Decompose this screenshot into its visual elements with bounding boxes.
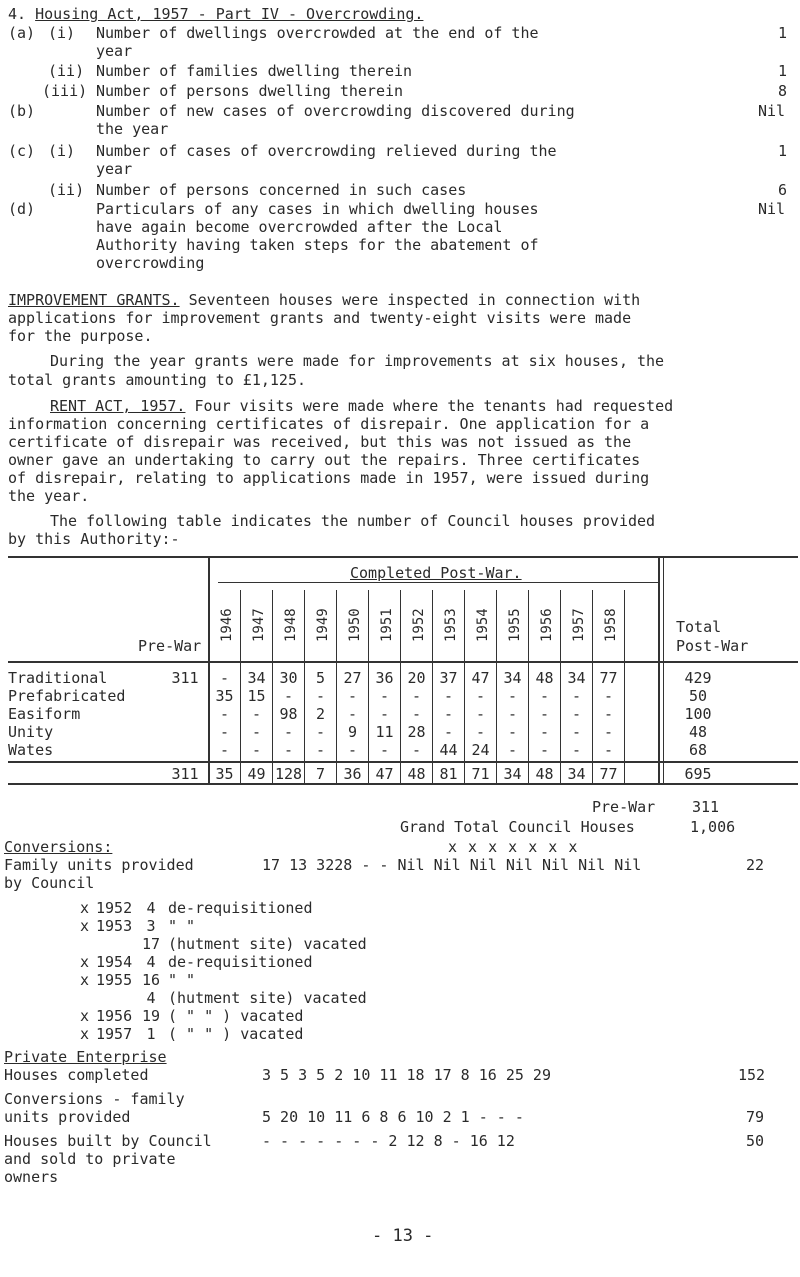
item-a3-value: 8 (778, 82, 788, 100)
item-c1-label: (i) (48, 142, 76, 160)
table-cell: 15 (247, 687, 266, 705)
table-cell: - (219, 705, 230, 723)
year-header: 1958 (603, 608, 619, 642)
conversions-total: 22 (746, 856, 765, 874)
table-cell: - (219, 669, 230, 687)
table-cell: - (539, 723, 550, 741)
totals-cell: 34 (567, 765, 586, 783)
table-cell: - (603, 687, 614, 705)
table-cell: - (539, 705, 550, 723)
grants-line-2: total grants amounting to £1,125. (8, 371, 307, 389)
year-header: 1949 (315, 608, 331, 642)
item-a1-text: Number of dwellings overcrowded at the end of the (96, 24, 539, 42)
note-num: 19 (141, 1007, 161, 1025)
private-row-total: 50 (746, 1132, 765, 1150)
note-year: 1957 (96, 1025, 133, 1043)
row-total: 50 (688, 687, 708, 705)
table-cell: - (315, 741, 326, 759)
note-year: 1955 (96, 971, 133, 989)
note-num: 3 (146, 917, 156, 935)
item-d-line-4: overcrowding (96, 254, 205, 272)
table-cell: - (219, 741, 230, 759)
table-cell: - (539, 687, 550, 705)
completed-post-war-header: Completed Post-War. (350, 564, 522, 582)
year-header: 1951 (379, 608, 395, 642)
private-row-label: Houses built by Council (4, 1132, 212, 1150)
table-cell: - (603, 705, 614, 723)
rent-line-5: of disrepair, relating to applications made in 1957, were issued during (8, 469, 650, 487)
table-cell: - (347, 687, 358, 705)
item-d-label: (d) (8, 200, 36, 218)
table-cell: 24 (471, 741, 490, 759)
table-cell: 34 (567, 669, 586, 687)
table-cell: - (539, 741, 550, 759)
totals-cell: 47 (375, 765, 394, 783)
item-d-line-3: Authority having taken steps for the abatement of (96, 236, 539, 254)
table-cell: 98 (279, 705, 298, 723)
note-text: de-requisitioned (168, 899, 313, 917)
table-cell: - (379, 705, 390, 723)
grand-post-war-total: 695 (684, 765, 712, 783)
note-num: 4 (146, 953, 156, 971)
total-header-2: Post-War (676, 637, 749, 655)
table-cell: 36 (375, 669, 394, 687)
table-cell: - (219, 723, 230, 741)
table-cell: - (443, 723, 454, 741)
note-year: 1952 (96, 899, 133, 917)
conversions-label-1: Family units provided (4, 856, 194, 874)
grand-total-label: Grand Total Council Houses (400, 818, 635, 836)
table-cell: - (315, 687, 326, 705)
year-header: 1956 (539, 608, 555, 642)
pre-war-total: 311 (171, 765, 199, 783)
totals-cell: 71 (471, 765, 490, 783)
item-c-label: (c) (8, 142, 36, 160)
private-row-values: 3 5 3 5 2 10 11 18 17 8 16 25 29 (262, 1066, 551, 1084)
table-cell: - (283, 687, 294, 705)
note-text: (hutment site) vacated (168, 989, 367, 1007)
table-cell: - (411, 705, 422, 723)
row-type-easiform: Easiform (8, 705, 81, 723)
grants-line-1: During the year grants were made for improvements at six houses, the (50, 352, 665, 370)
section-title: Housing Act, 1957 - Part IV - Overcrowding. (35, 5, 424, 23)
totals-cell: 128 (274, 765, 303, 783)
totals-cell: 49 (247, 765, 266, 783)
item-a2-label: (ii) (48, 62, 85, 80)
table-cell: - (347, 741, 358, 759)
note-year: 1953 (96, 917, 133, 935)
note-text: de-requisitioned (168, 953, 313, 971)
row-total: 429 (684, 669, 712, 687)
note-mark: x (80, 1025, 90, 1043)
private-row-values: 5 20 10 11 6 8 6 10 2 1 - - - (262, 1108, 524, 1126)
note-mark: x (80, 953, 90, 971)
table-cell: 77 (599, 669, 618, 687)
table-cell: - (347, 705, 358, 723)
rent-line-6: the year. (8, 487, 90, 505)
private-row-label: Conversions - family (4, 1090, 185, 1108)
item-a1-text2: year (96, 42, 133, 60)
note-mark: x (80, 899, 90, 917)
item-b-text2: the year (96, 120, 169, 138)
rent-paragraph (50, 397, 673, 415)
item-a3-text: Number of persons dwelling therein (96, 82, 404, 100)
item-c2-value: 6 (778, 181, 788, 199)
note-year: 1954 (96, 953, 133, 971)
table-cell: - (251, 723, 262, 741)
item-c1-text2: year (96, 160, 133, 178)
note-num: 4 (146, 989, 156, 1007)
improvement-line-2: applications for improvement grants and twenty-eight visits were made (8, 309, 632, 327)
table-cell: - (603, 741, 614, 759)
table-cell: 11 (375, 723, 394, 741)
table-cell: 28 (407, 723, 426, 741)
note-num: 16 (141, 971, 161, 989)
rent-line-4: owner gave an undertaking to carry out the repairs. Three certificates (8, 451, 641, 469)
private-row-total: 152 (738, 1066, 766, 1084)
item-a2-text: Number of families dwelling therein (96, 62, 413, 80)
table-cell: - (379, 687, 390, 705)
item-d-line-2: have again become overcrowded after the Local (96, 218, 503, 236)
note-mark: x (80, 1007, 90, 1025)
totals-cell: 81 (439, 765, 458, 783)
private-row-label: and sold to private (4, 1150, 176, 1168)
conversions-label-2: by Council (4, 874, 95, 892)
table-cell: - (475, 705, 486, 723)
note-text: ( " " ) vacated (168, 1025, 304, 1043)
total-header-1: Total (676, 618, 722, 636)
table-cell: 48 (535, 669, 554, 687)
row-total: 100 (684, 705, 712, 723)
table-cell: - (443, 705, 454, 723)
year-header: 1947 (251, 608, 267, 642)
year-header: 1955 (507, 608, 523, 642)
rent-line-2: information concerning certificates of disrepair. One application for a (8, 415, 650, 433)
table-cell: 35 (215, 687, 234, 705)
note-text: ( " " ) vacated (168, 1007, 304, 1025)
item-c1-text: Number of cases of overcrowding relieved during the (96, 142, 557, 160)
item-c1-value: 1 (778, 142, 788, 160)
table-intro-2: by this Authority:- (8, 530, 180, 548)
section-number: 4. (8, 5, 27, 23)
note-num: 4 (146, 899, 156, 917)
totals-cell: 48 (535, 765, 554, 783)
section-heading (8, 5, 423, 23)
private-row-label: owners (4, 1168, 59, 1186)
item-b-label: (b) (8, 102, 36, 120)
item-b-text: Number of new cases of overcrowding discovered during (96, 102, 575, 120)
note-num: 17 (141, 935, 161, 953)
improvement-paragraph (8, 291, 640, 309)
item-a3-label: (iii) (42, 82, 88, 100)
table-cell: - (411, 687, 422, 705)
table-cell: - (507, 741, 518, 759)
row-type-unity: Unity (8, 723, 54, 741)
year-header: 1953 (443, 608, 459, 642)
row-type-prefabricated: Prefabricated (8, 687, 126, 705)
table-cell: 34 (503, 669, 522, 687)
table-cell: - (251, 705, 262, 723)
note-text: " " (168, 917, 196, 935)
note-mark: x (80, 917, 90, 935)
item-a1-value: 1 (778, 24, 788, 42)
table-cell: - (283, 723, 294, 741)
table-cell: - (507, 723, 518, 741)
totals-cell: 35 (215, 765, 234, 783)
table-cell: - (475, 723, 486, 741)
table-intro-1: The following table indicates the number of Council houses provided (50, 512, 656, 530)
table-cell: - (571, 705, 582, 723)
table-cell: - (315, 723, 326, 741)
item-c2-text: Number of persons concerned in such cases (96, 181, 467, 199)
table-cell: 44 (439, 741, 458, 759)
private-row-label: units provided (4, 1108, 131, 1126)
item-c2-label: (ii) (48, 181, 85, 199)
table-cell: 2 (315, 705, 326, 723)
conversions-heading: Conversions: (4, 838, 113, 856)
table-cell: 37 (439, 669, 458, 687)
note-text: (hutment site) vacated (168, 935, 367, 953)
table-cell: 27 (343, 669, 362, 687)
table-cell: - (507, 705, 518, 723)
pre-war-summary-value: 311 (692, 798, 720, 816)
table-cell: - (571, 741, 582, 759)
row-total: 48 (688, 723, 708, 741)
table-cell: 34 (247, 669, 266, 687)
table-cell: - (507, 687, 518, 705)
improvement-line-1: Seventeen houses were inspected in connection with (188, 291, 641, 309)
year-header: 1957 (571, 608, 587, 642)
row-total: 68 (688, 741, 708, 759)
row-type-traditional: Traditional (8, 669, 108, 687)
totals-cell: 77 (599, 765, 618, 783)
year-header: 1954 (475, 608, 491, 642)
note-num: 1 (146, 1025, 156, 1043)
item-a2-value: 1 (778, 62, 788, 80)
improvement-line-3: for the purpose. (8, 327, 153, 345)
year-header: 1952 (411, 608, 427, 642)
year-header: 1946 (219, 608, 235, 642)
pre-war-header: Pre-War (138, 637, 202, 655)
table-cell: 5 (315, 669, 326, 687)
rent-line-1: Four visits were made where the tenants had requested (194, 397, 674, 415)
table-cell: - (603, 723, 614, 741)
private-enterprise-heading: Private Enterprise (4, 1048, 167, 1066)
year-header: 1950 (347, 608, 363, 642)
totals-cell: 36 (343, 765, 362, 783)
totals-cell: 34 (503, 765, 522, 783)
private-row-label: Houses completed (4, 1066, 149, 1084)
item-b-value: Nil (758, 102, 786, 120)
private-row-values: - - - - - - - 2 12 8 - 16 12 (262, 1132, 515, 1150)
table-cell: - (475, 687, 486, 705)
page-number: - 13 - (372, 1226, 434, 1246)
year-header: 1948 (283, 608, 299, 642)
note-mark: x (80, 971, 90, 989)
item-a1-label: (i) (48, 24, 76, 42)
table-cell: - (571, 723, 582, 741)
table-cell: 9 (347, 723, 358, 741)
table-cell: - (411, 741, 422, 759)
totals-cell: 7 (315, 765, 326, 783)
table-cell: - (571, 687, 582, 705)
private-row-total: 79 (746, 1108, 765, 1126)
table-cell: 47 (471, 669, 490, 687)
row-type-wates: Wates (8, 741, 54, 759)
table-cell: - (251, 741, 262, 759)
item-d-value: Nil (758, 200, 786, 218)
table-cell: - (283, 741, 294, 759)
pre-war-cell: 311 (171, 669, 199, 687)
table-cell: 30 (279, 669, 298, 687)
conversions-values: 17 13 3228 - - Nil Nil Nil Nil Nil Nil Nil (262, 856, 642, 874)
table-cell: - (379, 741, 390, 759)
conversions-stars: x x x x x x x (448, 838, 578, 856)
item-a-label: (a) (8, 24, 36, 42)
pre-war-summary-label: Pre-War (592, 798, 656, 816)
table-cell: - (443, 687, 454, 705)
grand-total-value: 1,006 (690, 818, 736, 836)
note-text: " " (168, 971, 196, 989)
improvement-heading: IMPROVEMENT GRANTS. (8, 291, 180, 309)
note-year: 1956 (96, 1007, 133, 1025)
rent-heading: RENT ACT, 1957. (50, 397, 186, 415)
rent-line-3: certificate of disrepair was received, but this was not issued as the (8, 433, 632, 451)
table-cell: 20 (407, 669, 426, 687)
item-d-line-1: Particulars of any cases in which dwelling houses (96, 200, 539, 218)
totals-cell: 48 (407, 765, 426, 783)
